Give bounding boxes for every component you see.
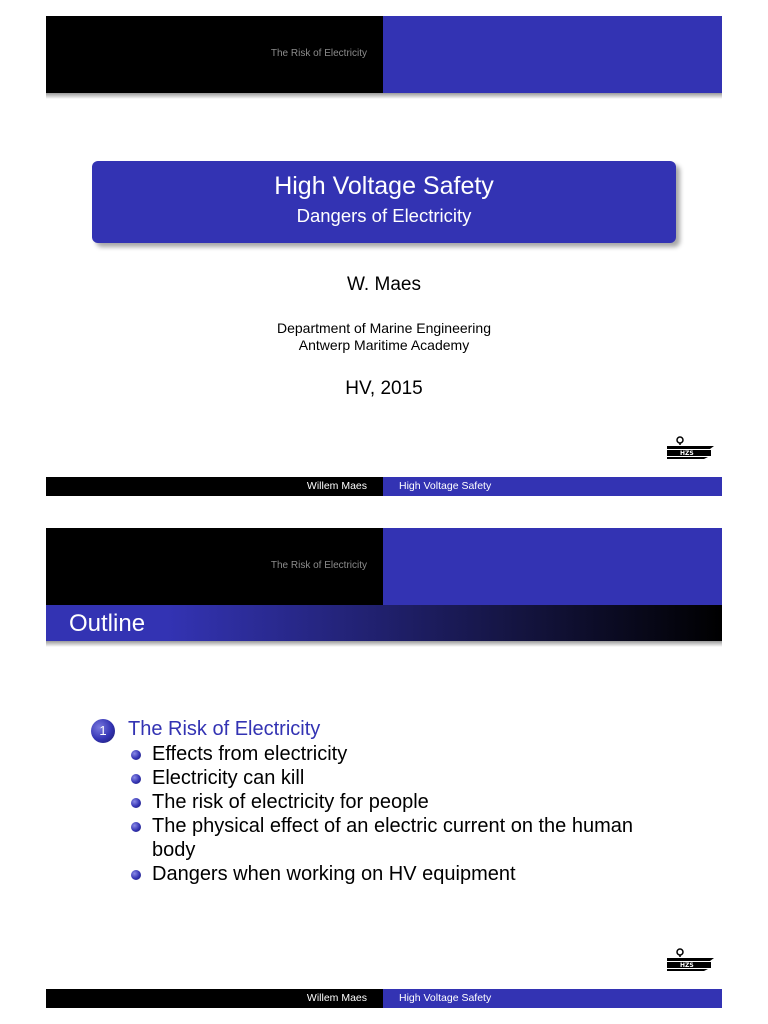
- bullet-ball-icon: [131, 822, 141, 832]
- outline-slide: [46, 528, 722, 1008]
- footline: [46, 477, 722, 496]
- toc-subsection-label: The physical effect of an electric current on the human body: [152, 815, 634, 861]
- headline-bar: [46, 528, 722, 605]
- footer-title: High Voltage Safety: [399, 992, 492, 1004]
- institute-academy: Antwerp Maritime Academy: [298, 337, 470, 353]
- date: HV, 2015: [345, 378, 423, 399]
- toc-subsection-label: The risk of electricity for people: [152, 791, 429, 813]
- bullet-ball-icon: [131, 870, 141, 880]
- footer-author: Willem Maes: [306, 992, 367, 1004]
- toc-section-link[interactable]: The Risk of Electricity: [128, 718, 321, 740]
- frame-title-bar: [46, 605, 722, 641]
- section-number-ball-icon: 1: [91, 719, 115, 743]
- toc-subsection-label: Effects from electricity: [152, 743, 348, 765]
- presentation-subtitle: Dangers of Electricity: [296, 205, 472, 226]
- toc-subsection-item[interactable]: [128, 790, 648, 814]
- presentation-title: High Voltage Safety: [274, 172, 494, 200]
- title-slide: [46, 16, 722, 496]
- bullet-ball-icon: [131, 774, 141, 784]
- footline-left: [46, 989, 383, 1008]
- footline-right: [383, 989, 722, 1008]
- bullet-ball-icon: [131, 798, 141, 808]
- bullet-ball-icon: [131, 750, 141, 760]
- headline-section-name: The Risk of Electricity: [270, 48, 367, 59]
- logo-text: HZS: [680, 450, 694, 457]
- toc-subsection-item[interactable]: [128, 862, 648, 886]
- frame-title-shadow: [46, 641, 722, 647]
- footer-author: Willem Maes: [306, 480, 367, 492]
- footline-right: [383, 477, 722, 496]
- headline-left: [46, 16, 383, 93]
- frame-title: Outline: [69, 610, 146, 637]
- logo-text: HZS: [680, 962, 694, 969]
- headline-left: [46, 528, 383, 605]
- author: W. Maes: [347, 274, 421, 295]
- headline-section-name: The Risk of Electricity: [270, 560, 367, 571]
- headline-shadow: [46, 93, 722, 99]
- toc-subsection-list: [128, 742, 648, 886]
- headline-right: [383, 528, 722, 605]
- title-block: [92, 161, 676, 243]
- toc-subsection-label: Electricity can kill: [152, 767, 305, 789]
- toc-subsection-item[interactable]: [128, 814, 648, 862]
- toc-subsection-item[interactable]: [128, 742, 648, 766]
- toc-subsection-item[interactable]: [128, 766, 648, 790]
- headline-bar: [46, 16, 722, 93]
- academy-logo-icon: [666, 948, 716, 972]
- footline: [46, 989, 722, 1008]
- headline-right: [383, 16, 722, 93]
- institute-department: Department of Marine Engineering: [276, 320, 491, 336]
- footline-left: [46, 477, 383, 496]
- toc-subsection-label: Dangers when working on HV equipment: [152, 863, 516, 885]
- footer-title: High Voltage Safety: [399, 480, 492, 492]
- academy-logo-icon: [666, 436, 716, 460]
